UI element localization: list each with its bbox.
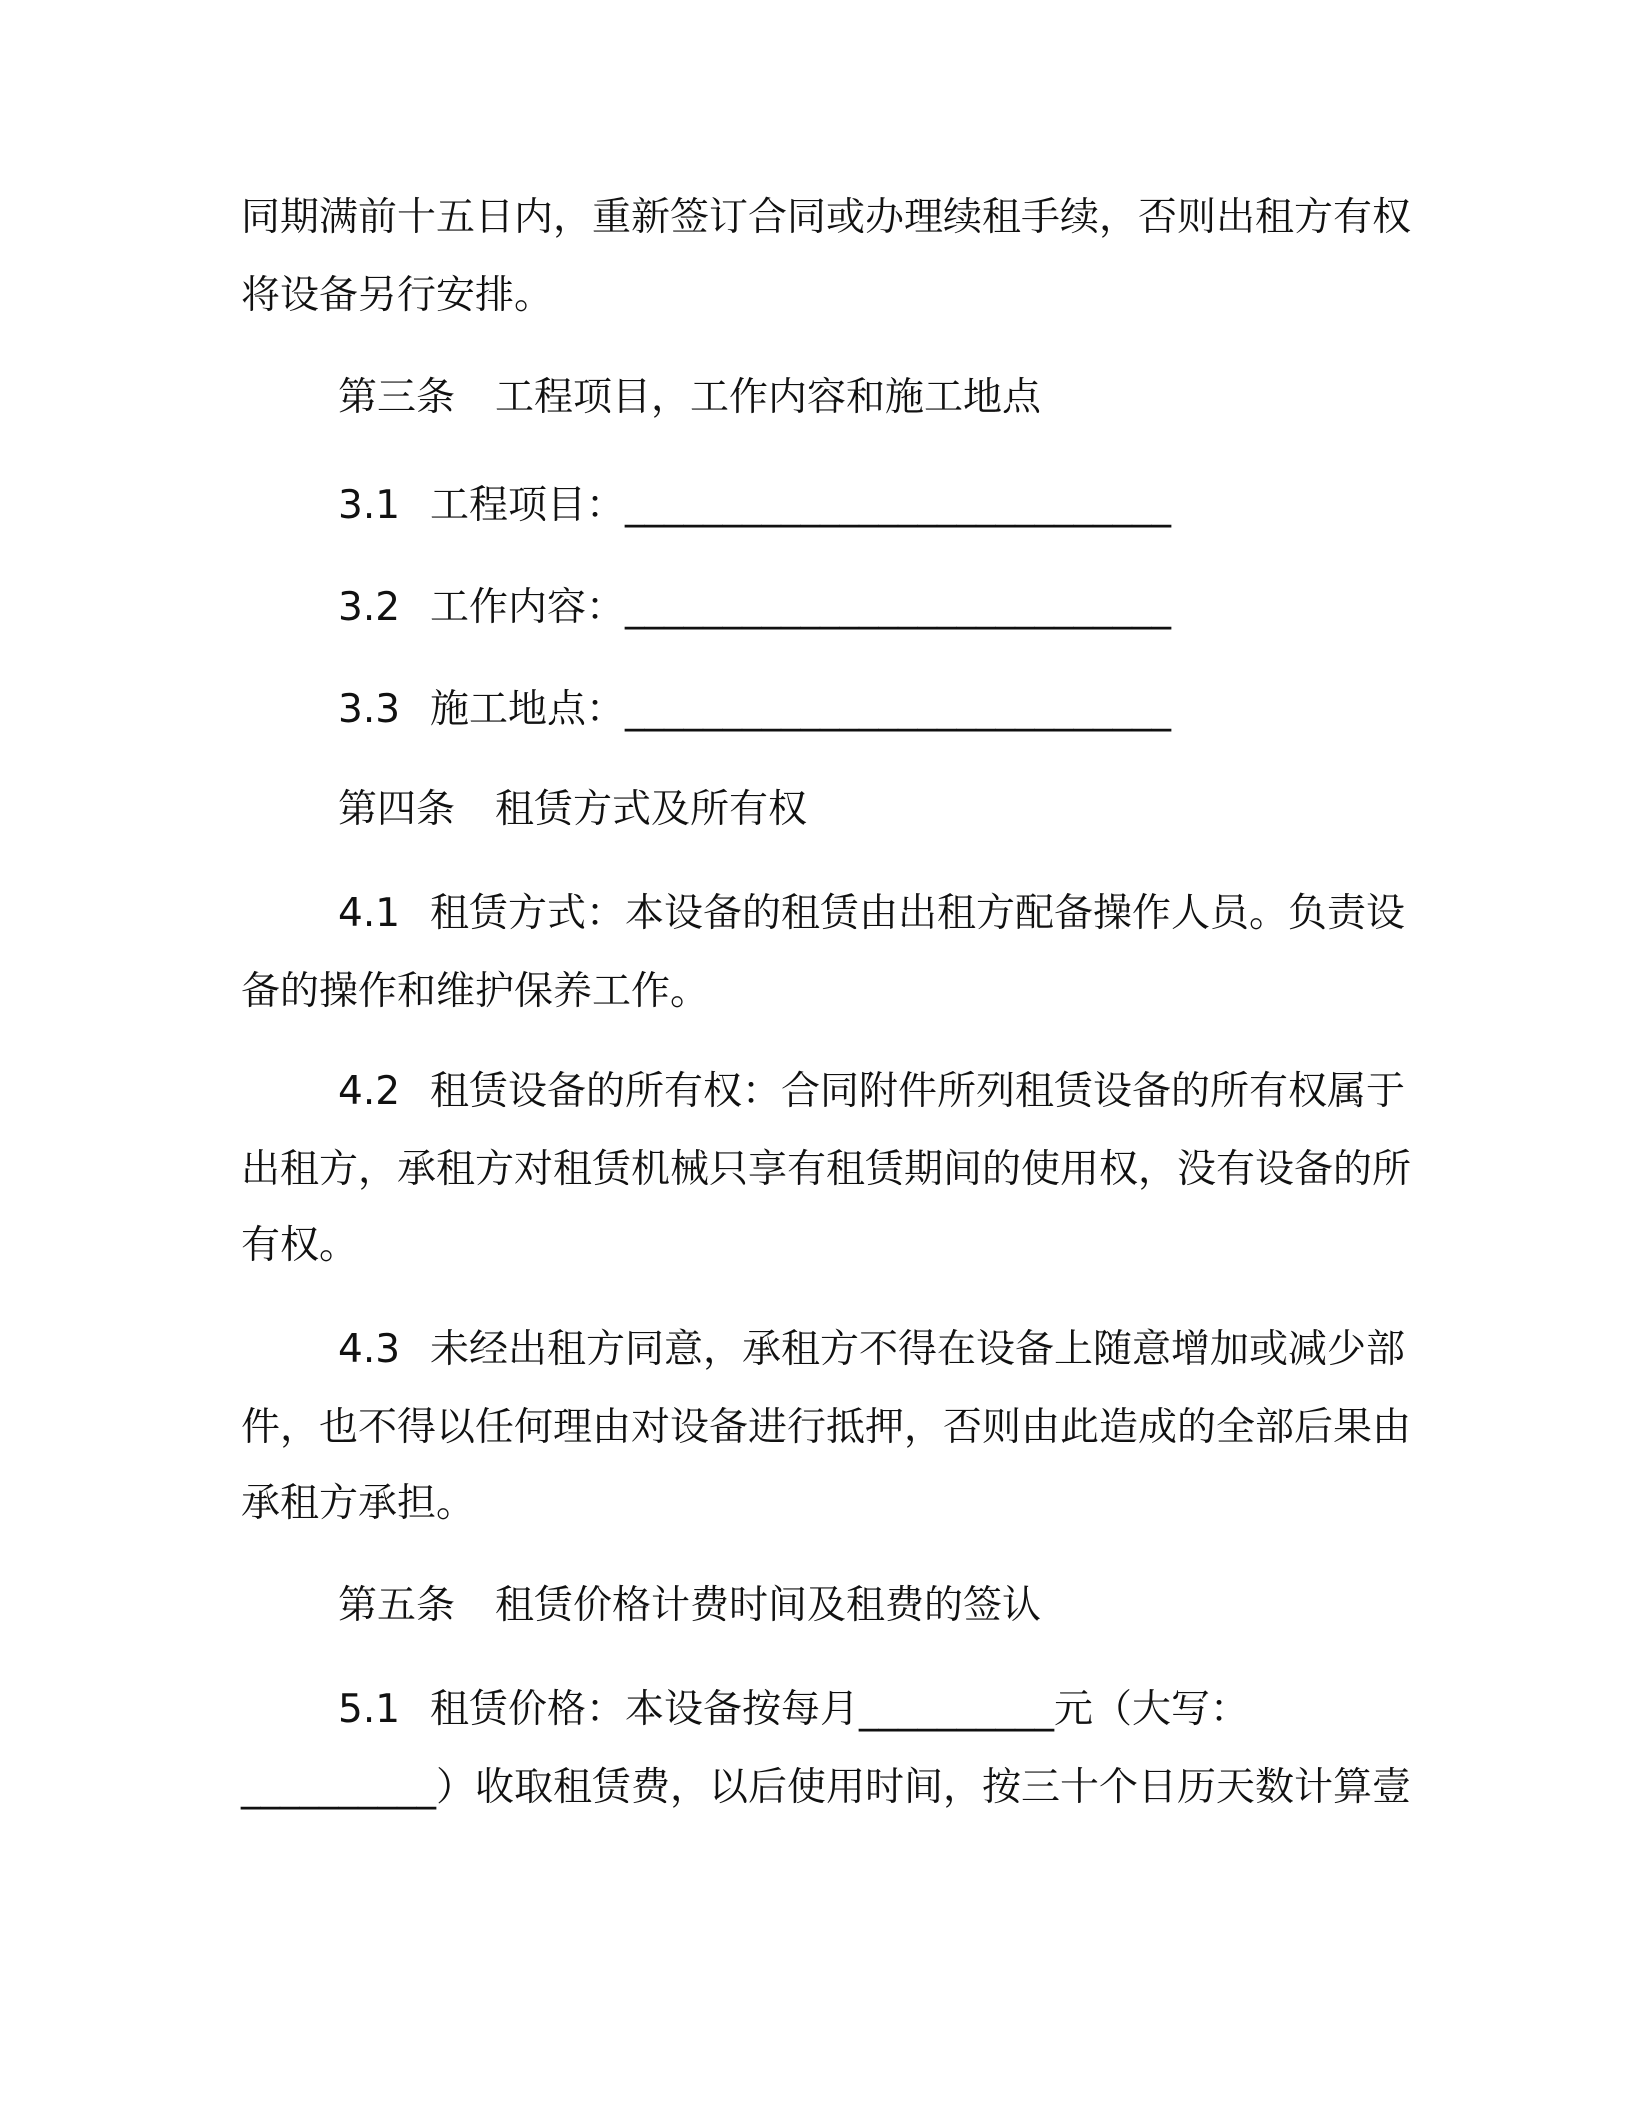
clause-number: 5.1 [338, 1687, 401, 1732]
clause-number: 4.1 [338, 891, 401, 936]
clause-text: 租赁方式：本设备的租赁由出租方配备操作人员。负责设 [430, 891, 1406, 936]
clause-4-1-line-2: 备的操作和维护保养工作。 [241, 969, 710, 1014]
clause-4-2-line-3: 有权。 [241, 1223, 359, 1268]
clause-number: 3.1 [338, 483, 401, 528]
clause-4-1-line-1 [338, 890, 1405, 938]
clause-text: 工程项目：____________________________ [430, 483, 1172, 528]
paragraph-line: 将设备另行安排。 [241, 273, 554, 318]
article-number: 第三条 [338, 375, 456, 420]
clause-4-3-line-2: 件，也不得以任何理由对设备进行抵押，否则由此造成的全部后果由 [241, 1405, 1412, 1450]
clause-number: 4.2 [338, 1069, 401, 1114]
paragraph-line: 同期满前十五日内，重新签订合同或办理续租手续，否则出租方有权 [241, 195, 1412, 240]
clause-text: 未经出租方同意，承租方不得在设备上随意增加或减少部 [430, 1327, 1406, 1372]
clause-5-1-line-1 [338, 1686, 1249, 1734]
article-5-heading [338, 1582, 1041, 1630]
clause-text: 施工地点：____________________________ [430, 687, 1172, 732]
article-number: 第五条 [338, 1583, 456, 1628]
clause-number: 3.2 [338, 585, 401, 630]
clause-3-2 [338, 584, 1171, 632]
clause-4-2-line-2: 出租方，承租方对租赁机械只享有租赁期间的使用权，没有设备的所 [241, 1147, 1412, 1192]
clause-3-1 [338, 482, 1171, 530]
clause-4-3-line-1 [338, 1326, 1405, 1374]
clause-text: 工作内容：____________________________ [430, 585, 1172, 630]
article-title: 工程项目，工作内容和施工地点 [495, 375, 1042, 420]
article-4-heading [338, 786, 807, 834]
article-number: 第四条 [338, 787, 456, 832]
article-title: 租赁方式及所有权 [495, 787, 808, 832]
clause-text: 租赁设备的所有权：合同附件所列租赁设备的所有权属于 [430, 1069, 1406, 1114]
clause-number: 3.3 [338, 687, 401, 732]
article-3-heading [338, 374, 1041, 422]
clause-text: 租赁价格：本设备按每月__________元（大写： [430, 1687, 1250, 1732]
clause-3-3 [338, 686, 1171, 734]
article-title: 租赁价格计费时间及租费的签认 [495, 1583, 1042, 1628]
clause-5-1-line-2: __________）收取租赁费，以后使用时间，按三十个日历天数计算壹 [241, 1765, 1412, 1810]
clause-4-3-line-3: 承租方承担。 [241, 1481, 476, 1526]
clause-4-2-line-1 [338, 1068, 1405, 1116]
clause-number: 4.3 [338, 1327, 401, 1372]
